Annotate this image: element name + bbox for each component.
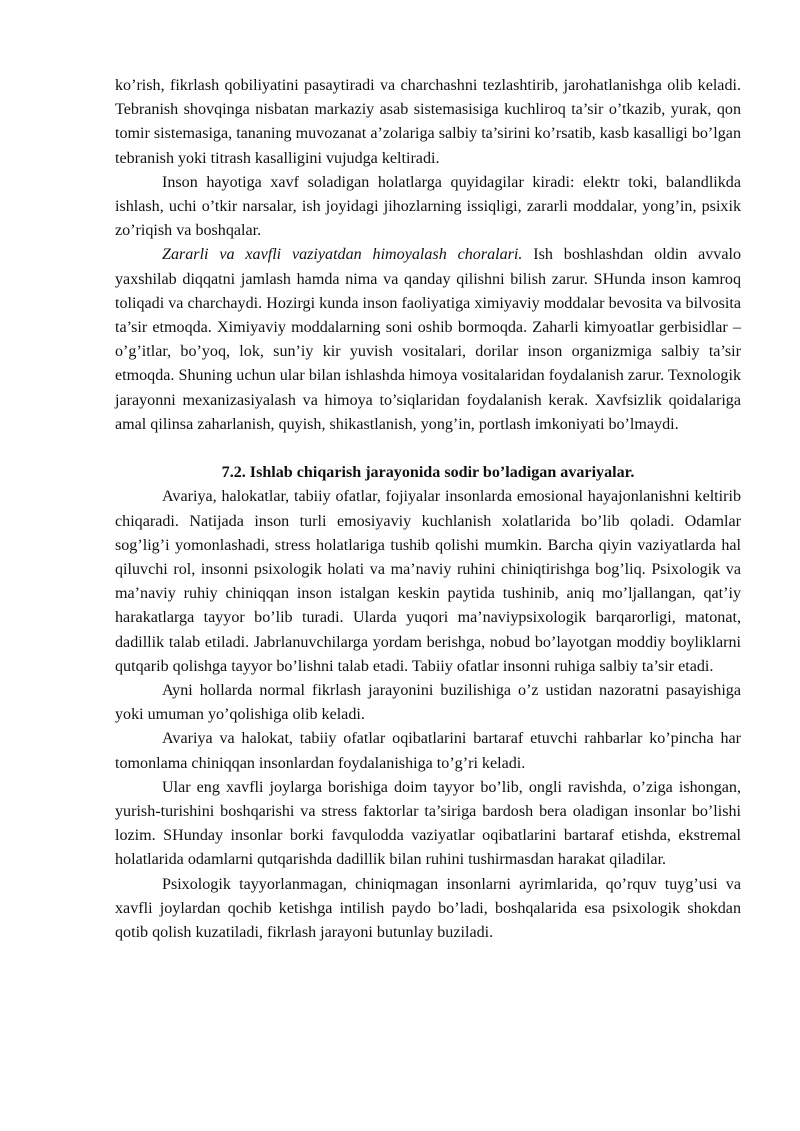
paragraph-hazards: Inson hayotiga xavf soladigan holatlarga quyidagilar kiradi: elektr toki, balandlikda ishlash, uchi o’tkir narsalar, ish joyidagi jihozlarning issiqligi, zararli moddalar, yong’in, psixik zo’riqish va boshqalar. (115, 173, 741, 240)
paragraph-unprepared-people: Psixologik tayyorlanmagan, chiniqmagan insonlarni ayrimlarida, qo’rquv tuyg’usi va xavfli joylardan qochib ketishga intilish paydo bo’ladi, boshqalarida esa psixologik shokdan qotib qolish kuzatiladi, fikrlash jarayoni butunlay buziladi. (115, 875, 741, 942)
paragraph-continuation: ko’rish, fikrlash qobiliyatini pasaytiradi va charchashni tezlashtirib, jarohatlanishga olib keladi. Tebranish shovqinga nisbatan markaziy asab sistemasisiga kuchliroq ta’sir o’tkazib, yurak, qon tomir sistemasiga, tananing muvozanat a’zolariga salbiy ta’sirini ko’rsatib, kasb kasalligi bo’lgan tebranish yoki titrash kasalligini vujudga keltiradi. (115, 77, 741, 167)
paragraph-protection-measures (115, 243, 741, 437)
paragraph-thinking-disruption: Ayni hollarda normal fikrlash jarayonini buzilishiga o’z ustidan nazoratni pasayishiga yoki umuman yo’qolishiga olib keladi. (115, 682, 741, 724)
section-heading: 7.2. Ishlab chiqarish jarayonida sodir bo’ladigan avariyalar. (221, 464, 635, 482)
document-page (115, 74, 741, 945)
paragraph-emotional-impact: Avariya, halokatlar, tabiiy ofatlar, fojiyalar insonlarda emosional hayajonlanishni keltirib chiqaradi. Natijada inson turli emosiyaviy kuchlanish xolatlarida bo’lib qoladi. Odamlar sog’lig’i yomonlashadi, stress holatlariga tushib qolishi mumkin. Barcha qiyin vaziyatlarda hal qiluvchi rol, insonni psixologik holati va ma’naviy ruhini chiniqtirishga bog’liq. Psixologik va ma’naviy ruhiy chiniqqan inson istalgan keskin paytida tushinib, aniq mo’ljallangan, qat’iy harakatlarga tayyor bo’lib turadi. Ularda yuqori ma’naviypsixologik barqarorligi, matonat, dadillik talab etiladi. Jabrlanuvchilarga yordam berishga, nobud bo’layotgan moddiy boyliklarni qutqarib qolishga tayyor bo’lishni talab etadi. Tabiiy ofatlar insonni ruhiga salbiy ta’sir etadi. (115, 488, 741, 675)
paragraph-protection-body: Ish boshlashdan oldin avvalo yaxshilab diqqatni jamlash hamda nima va qanday qilishni bilish zarur. SHunda inson kamroq toliqadi va charchaydi. Hozirgi kunda inson faoliyatiga ximiyaviy moddalar bevosita va bilvosita ta’sir etmoqda. Ximiyaviy moddalarning soni oshib bormoqda. Zaharli kimyoatlar gerbisidlar – o’g’itlar, bo’yoq, lok, sun’iy kir yuvish vositalari, dorilar inson organizmiga salbiy ta’sir etmoqda. Shuning uchun ular bilan ishlashda himoya vositalaridan foydalanish zarur. Texnologik jarayonni mexanizasiyalash va himoya to’siqlaridan foydalanish kerak. Xavfsizlik qoidalariga amal qilinsa zaharlanish, quyish, shikastlanish, yong’in, portlash imkoniyati bo’lmaydi. (115, 246, 742, 433)
subheading-protection-measures: Zararli va xavfli vaziyatdan himoyalash choralari. (162, 246, 523, 264)
section-spacer (115, 437, 741, 461)
paragraph-ready-people: Ular eng xavfli joylarga borishiga doim tayyor bo’lib, ongli ravishda, o’ziga ishongan, yurish-turishini boshqarishi va stress faktorlar ta’siriga bardosh bera oladigan insonlar bo’lishi lozim. SHunday insonlar borki favqulodda vaziyatlar oqibatlarini bartaraf etishda, ekstremal holatlarida odamlarni qutqarishda dadillik bilan ruhini tushirmasdan harakat qiladilar. (115, 778, 741, 869)
paragraph-leaders: Avariya va halokat, tabiiy ofatlar oqibatlarini bartaraf etuvchi rahbarlar ko’pincha har tomonlama chiniqqan insonlardan foydalanishiga to’g’ri keladi. (115, 730, 741, 772)
